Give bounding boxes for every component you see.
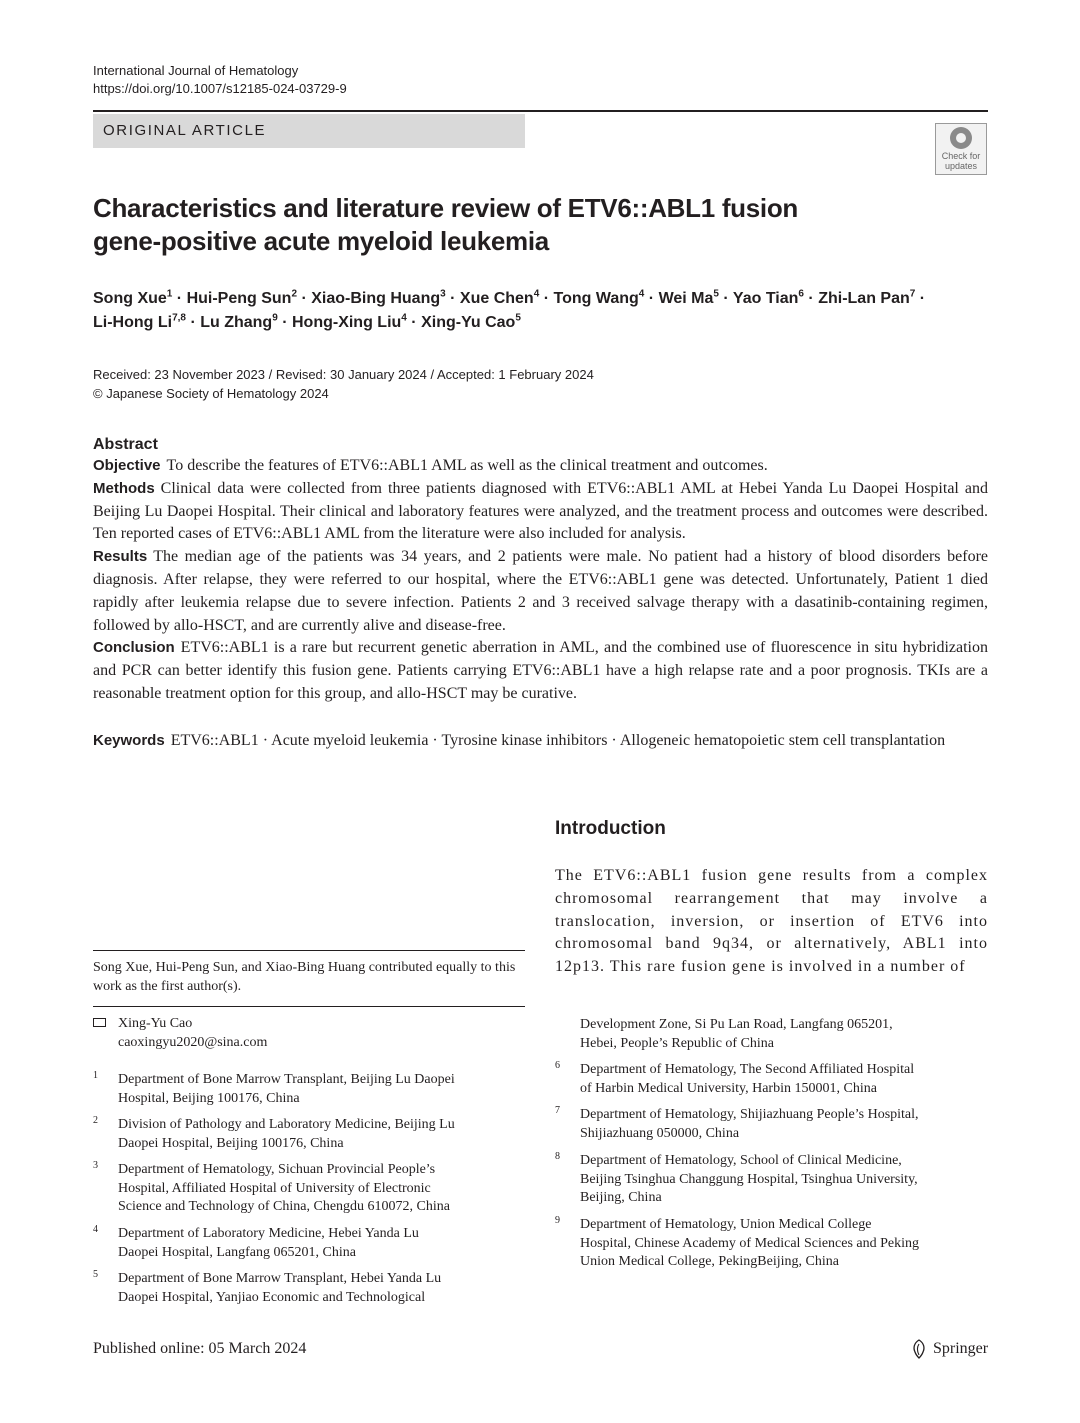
- affiliation-line: Science and Technology of China, Chengdu 610072, China: [118, 1199, 450, 1214]
- author-affiliation-ref: 7: [909, 288, 916, 300]
- header-rule: [93, 110, 988, 112]
- affiliation-line: Department of Bone Marrow Transplant, Hebei Yanda Lu: [118, 1271, 442, 1286]
- introduction-heading: Introduction: [555, 818, 666, 839]
- title-line-2: gene-positive acute myeloid leukemia: [93, 226, 549, 256]
- abstract-heading: Abstract: [93, 436, 158, 453]
- corresponding-name: Xing-Yu Cao: [118, 1016, 193, 1031]
- author-affiliation-ref: 2: [291, 288, 298, 300]
- copyright-notice: © Japanese Society of Hematology 2024: [93, 386, 329, 401]
- affiliation-number: 7: [555, 1105, 560, 1116]
- article-type-banner: [93, 114, 525, 148]
- abstract-objective: [93, 455, 988, 478]
- author-affiliation-ref: 5: [515, 312, 521, 324]
- affiliation-line: Department of Hematology, Sichuan Provincial People’s: [118, 1162, 436, 1177]
- author-affiliation-ref: 3: [440, 288, 446, 300]
- affiliation-line: Department of Bone Marrow Transplant, Beijing Lu Daopei: [118, 1072, 455, 1087]
- journal-name: International Journal of Hematology: [93, 63, 299, 78]
- abstract-methods: [93, 478, 988, 546]
- author-affiliation-ref: 4: [533, 288, 540, 300]
- article-title: [93, 192, 853, 258]
- affiliation-line: Shijiazhuang 050000, China: [580, 1125, 740, 1141]
- affiliation-line: Beijing, China: [580, 1190, 662, 1205]
- affiliation-line: Department of Hematology, School of Clinical Medicine,: [580, 1153, 902, 1168]
- author-affiliation-ref: 5: [713, 288, 719, 300]
- abstract-results: [93, 546, 988, 637]
- author-affiliation-ref: 9: [272, 312, 278, 324]
- envelope-icon: [93, 1018, 106, 1027]
- affiliation-number: 5: [93, 1269, 98, 1280]
- keywords-section: [93, 730, 988, 753]
- objective-label: Objective: [93, 457, 161, 474]
- author-name[interactable]: Xing-Yu Cao: [421, 314, 516, 331]
- author-name[interactable]: Yao Tian: [732, 290, 799, 307]
- equal-contribution-note: Song Xue, Hui-Peng Sun, and Xiao-Bing Huang contributed equally to this work as the first author(s).: [93, 960, 516, 994]
- article-type-label: ORIGINAL ARTICLE: [103, 122, 267, 139]
- author-name[interactable]: Xiao-Bing Huang: [311, 290, 441, 307]
- author-name[interactable]: Li-Hong Li: [93, 314, 173, 331]
- doi-link[interactable]: https://doi.org/10.1007/s12185-024-03729-9: [93, 81, 347, 96]
- title-line-1: Characteristics and literature review of ETV6::ABL1 fusion: [93, 193, 799, 223]
- affiliation-line: Hebei, People’s Republic of China: [580, 1035, 775, 1051]
- author-name[interactable]: Hui-Peng Sun: [186, 290, 292, 307]
- affiliation-number: 6: [555, 1060, 560, 1071]
- results-text: The median age of the patients was 34 years, and 2 patients were male. No patient had a history of blood disorders before diagnosis. After relapse, they were referred to our hospital, where the ETV6::ABL1 gene was detected. Unfortunately, Patient 1 died rapidly after leukemia relapse due to severe infection. Patients 2 and 3 received salvage therapy with a dasatinib-containing regimen, followed by allo-HSCT, and are currently alive and disease-free.: [93, 548, 988, 634]
- introduction-text: The ETV6::ABL1 fusion gene results from a complex chromosomal rearrangement that may involve a translocation, inversion, or insertion of ETV6 into chromosomal band 9q34, or alternatively, ABL1 into 12p13. This rare fusion gene is involved in a number of: [555, 867, 988, 976]
- author-name[interactable]: Lu Zhang: [200, 314, 273, 331]
- affiliation-line: Department of Hematology, Shijiazhuang People’s Hospital,: [580, 1107, 919, 1122]
- affiliation-line: Daopei Hospital, Langfang 065201, China: [118, 1244, 356, 1260]
- footnote-rule: [93, 950, 525, 951]
- objective-text: To describe the features of ETV6::ABL1 AML as well as the clinical treatment and outcomes.: [166, 457, 768, 474]
- affiliation-line: Hospital, Beijing 100176, China: [118, 1090, 300, 1106]
- check-for-updates-button[interactable]: [935, 123, 987, 175]
- affiliation-line: Department of Laboratory Medicine, Hebei Yanda Lu: [118, 1226, 419, 1241]
- publisher-name: Springer: [933, 1340, 989, 1357]
- affiliation-line: Daopei Hospital, Beijing 100176, China: [118, 1135, 344, 1151]
- abstract-conclusion: [93, 637, 988, 705]
- affiliation-number: 4: [93, 1224, 98, 1235]
- affiliation-line: Beijing Tsinghua Changgung Hospital, Tsinghua University,: [580, 1171, 918, 1187]
- affiliation-line: Hospital, Chinese Academy of Medical Sciences and Peking: [580, 1235, 920, 1251]
- corresponding-email[interactable]: caoxingyu2020@sina.com: [118, 1034, 268, 1050]
- author-name[interactable]: Tong Wang: [553, 290, 639, 307]
- affiliation-number: 9: [555, 1215, 560, 1226]
- author-name[interactable]: Zhi-Lan Pan: [818, 290, 910, 307]
- affiliation-line: Daopei Hospital, Yanjiao Economic and Technological: [118, 1289, 426, 1305]
- article-history: [93, 365, 594, 403]
- affiliation-line: Union Medical College, PekingBeijing, China: [580, 1254, 839, 1269]
- springer-logo-icon: [910, 1339, 928, 1364]
- methods-text: Clinical data were collected from three patients diagnosed with ETV6::ABL1 AML at Hebei Yanda Lu Daopei Hospital and Beijing Lu Daopei Hospital. Their clinical and laboratory features were analyzed, and the treatment process and outcomes were described. Ten reported cases of ETV6::ABL1 AML from the literature were also included for analysis.: [93, 479, 988, 543]
- author-affiliation-ref: 4: [401, 312, 407, 324]
- affiliation-number: 3: [93, 1160, 98, 1171]
- affiliation-line: Division of Pathology and Laboratory Medicine, Beijing Lu: [118, 1117, 455, 1132]
- affiliation-line: Department of Hematology, The Second Affiliated Hospital: [580, 1062, 915, 1077]
- conclusion-label: Conclusion: [93, 639, 175, 657]
- affiliation-line: Hospital, Affiliated Hospital of University of Electronic: [118, 1180, 431, 1196]
- conclusion-text: ETV6::ABL1 is a rare but recurrent genetic aberration in AML, and the combined use of fluorescence in situ hybridization and PCR can better identify this fusion gene. Patients carrying ETV6::ABL1 have a high relapse rate and a poor prognosis. TKIs are a reasonable treatment option for this group, and allo-HSCT may be curative.: [93, 639, 988, 702]
- results-label: Results: [93, 548, 148, 566]
- methods-label: Methods: [93, 479, 155, 497]
- received-dates: Received: 23 November 2023 / Revised: 30 January 2024 / Accepted: 1 February 2024: [93, 367, 594, 382]
- author-affiliation-ref: 1: [166, 288, 173, 300]
- author-affiliation-ref: 4: [638, 288, 645, 300]
- author-name[interactable]: Wei Ma: [658, 290, 714, 307]
- abstract-section: [93, 435, 988, 706]
- footnote-rule: [93, 1006, 525, 1007]
- author-list: Song Xue$^1$ · Hui-Peng Sun$^2$ · Xiao-Bing Huang$^3$ · Xue Chen$^4$ · Tong Wang$^4$ · Wei $Ma^5$ · Yao Tian$^6$ · Zhi-Lan Pan$^7$ · Li-Hong Li$^{7,8}$ · Lu Zhang$^9$ · Hong-Xing Liu$^4$ · Xing-Yu Cao$^5$: [93, 288, 926, 331]
- affiliation-line: of Harbin Medical University, Harbin 150001, China: [580, 1080, 877, 1096]
- author-name[interactable]: Xue Chen: [459, 290, 534, 307]
- affiliation-line: Development Zone, Si Pu Lan Road, Langfang 065201,: [580, 1017, 893, 1032]
- affiliation-number: 8: [555, 1151, 560, 1162]
- journal-header: [93, 62, 347, 98]
- keywords-text: ETV6::ABL1 · Acute myeloid leukemia · Tyrosine kinase inhibitors · Allogeneic hematopoietic stem cell transplantation: [170, 732, 946, 749]
- check-updates-icon: [950, 127, 972, 149]
- keywords-label: Keywords: [93, 732, 165, 749]
- affiliation-number: 1: [93, 1070, 98, 1081]
- author-affiliation-ref: 7,8: [172, 312, 186, 324]
- check-updates-label: Check for updates: [941, 151, 981, 171]
- affiliation-number: 2: [93, 1115, 98, 1126]
- author-affiliation-ref: 6: [798, 288, 804, 300]
- author-name[interactable]: Song Xue: [93, 290, 167, 307]
- published-date: Published online: 05 March 2024: [93, 1340, 307, 1357]
- affiliation-line: Department of Hematology, Union Medical College: [580, 1217, 872, 1232]
- author-name[interactable]: Hong-Xing Liu: [291, 314, 402, 331]
